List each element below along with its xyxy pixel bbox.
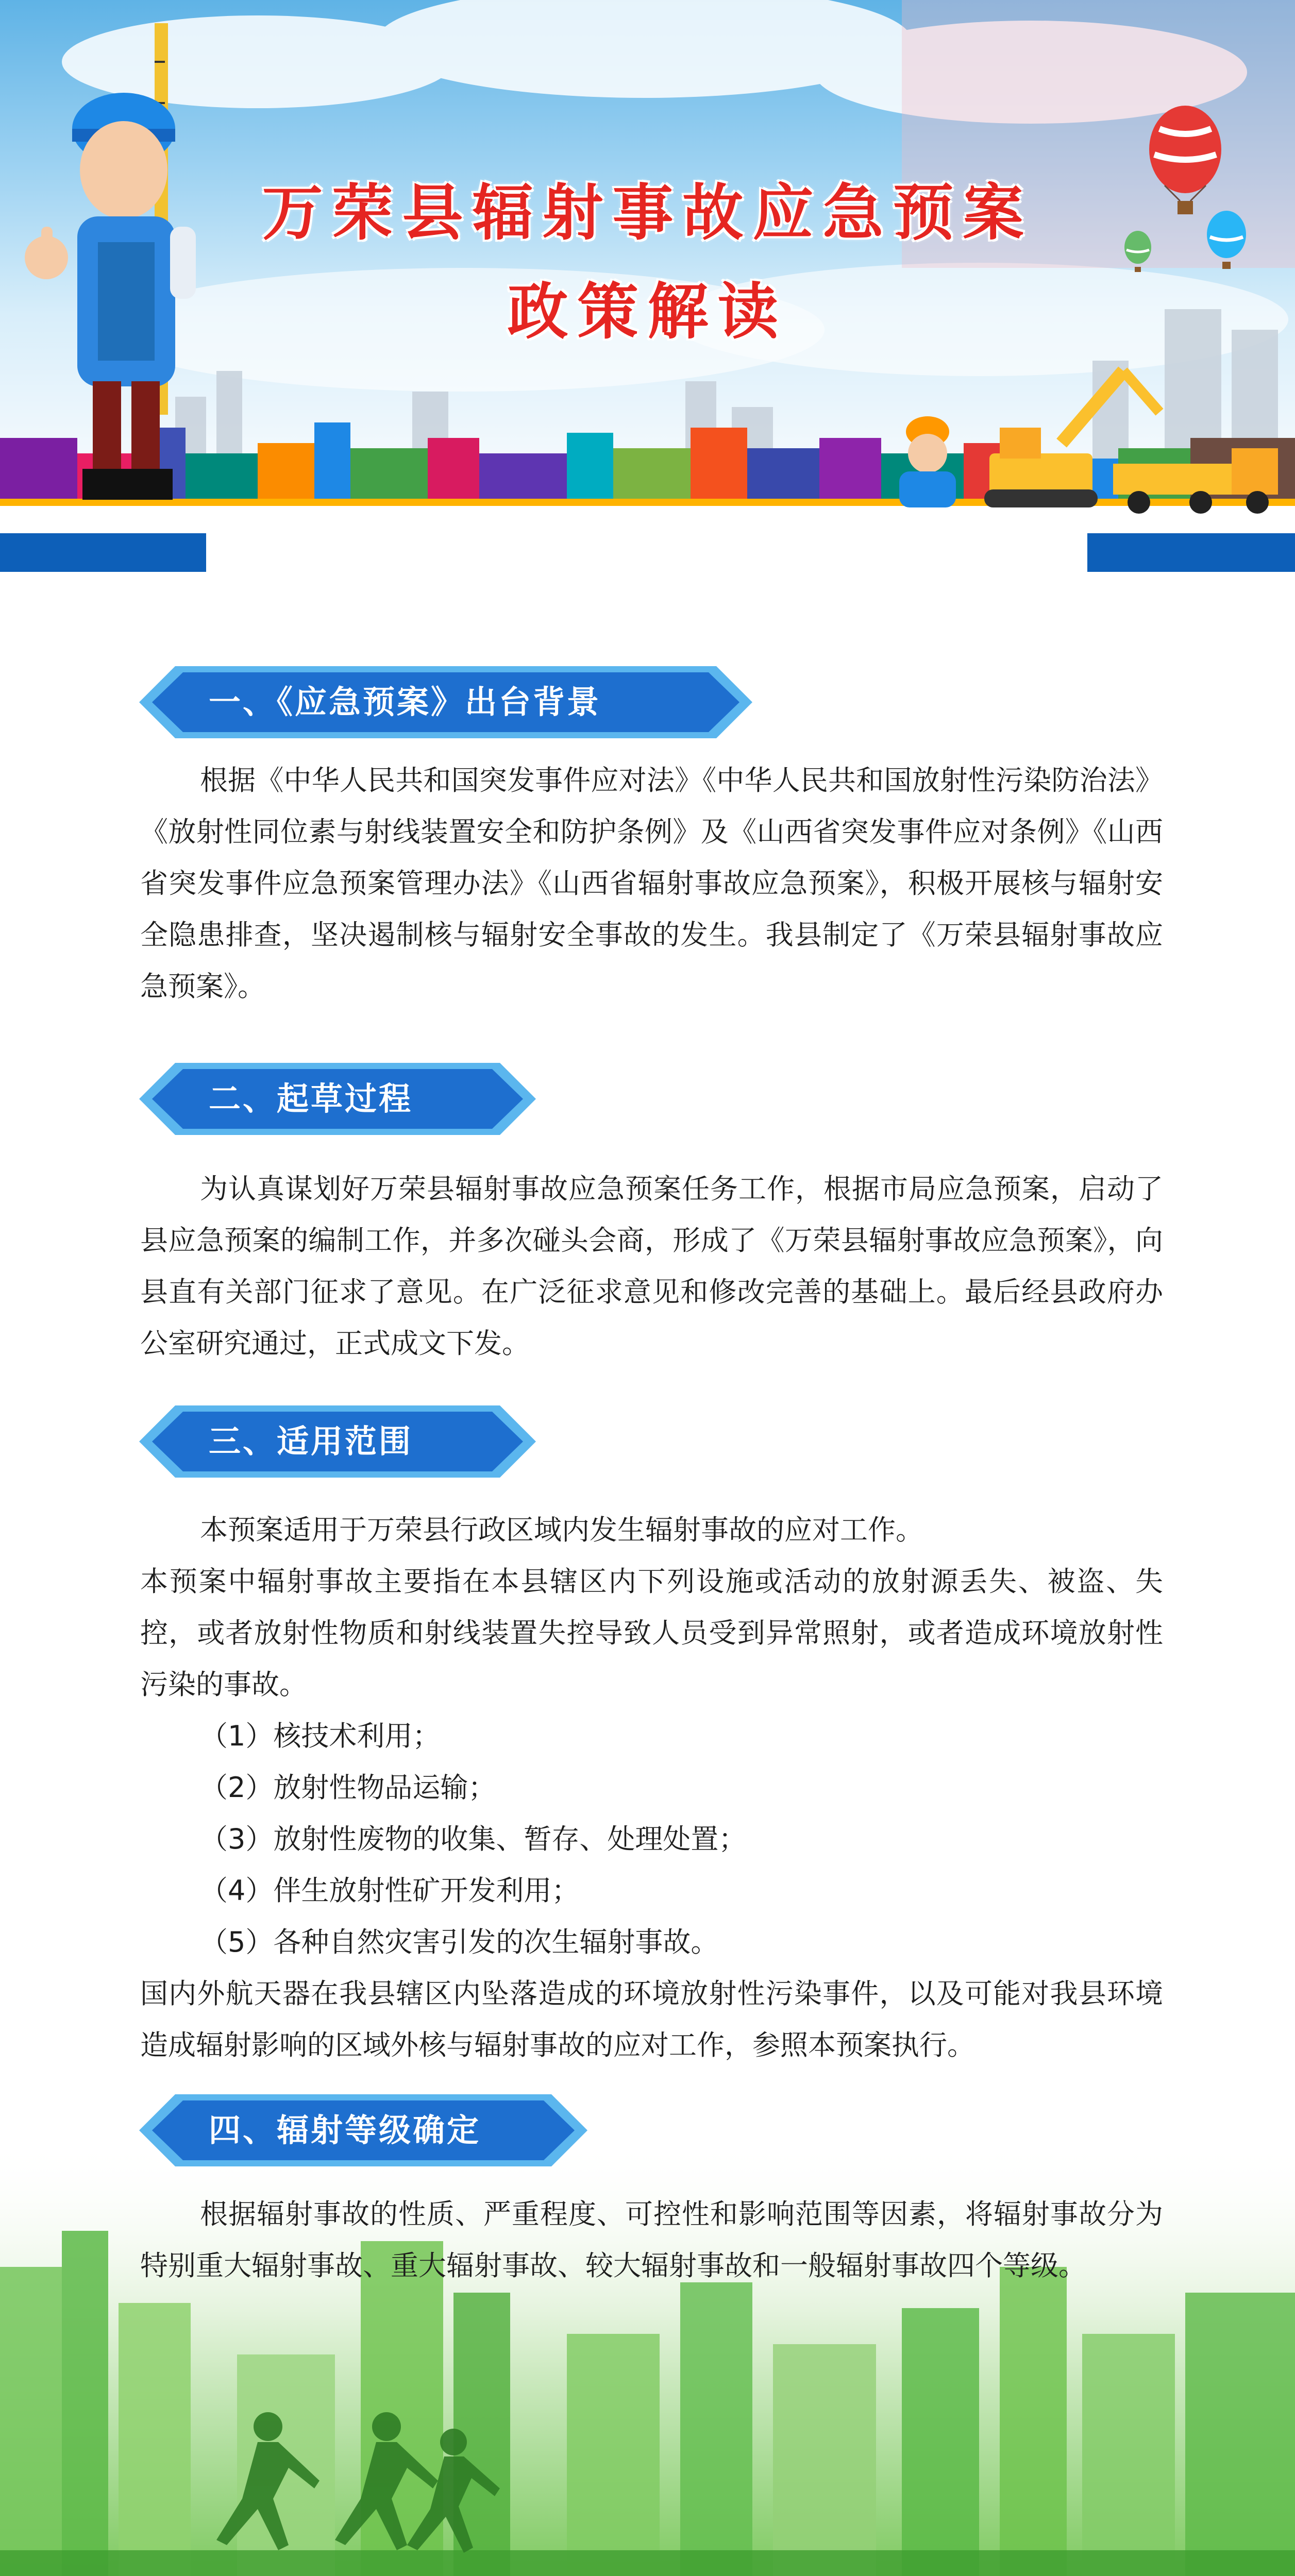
list-item: （3）放射性废物的收集、暂存、处理处置； [200,1823,747,1855]
page-title: 万荣县辐射事故应急预案 [262,177,1033,248]
list-item: （2）放射性物品运输； [200,1771,496,1804]
scope-closing: 国内外航天器在我县辖区内坠落造成的环境放射性污染事件，以及可能对我县环境造成辐射影响的区域外核与辐射事故的应对工作，参照本预案执行。 [140,1977,1163,2061]
section-title: 三、适用范围 [209,1422,413,1460]
page-subtitle: 政策解读 [507,276,788,347]
scope-body: 本预案中辐射事故主要指在本县辖区内下列设施或活动的放射源丢失、被盗、失控，或者放射性物质和射线装置失控导致人员受到异常照射，或者造成环境放射性污染的事故。 [140,1565,1163,1701]
section-paragraph: 根据《中华人民共和国突发事件应对法》《中华人民共和国放射性污染防治法》《放射性同位素与射线装置安全和防护条例》及《山西省突发事件应对条例》《山西省突发事件应急预案管理办法》《山西省辐射事故应急预案》，积极开展核与辐射安全隐患排查，坚决遏制核与辐射安全事故的发生。我县制定了《万荣县辐射事故应急预案》。 [140,764,1163,1003]
list-item: （5）各种自然灾害引发的次生辐射事故。 [200,1926,719,1958]
list-item: （4）伴生放射性矿开发利用； [200,1874,580,1907]
section-title: 一、《应急预案》出台背景 [209,683,601,721]
list-item: （1）核技术利用； [200,1720,441,1752]
section-title: 二、起草过程 [209,1080,413,1117]
section-paragraph: 为认真谋划好万荣县辐射事故应急预案任务工作，根据市局应急预案，启动了县应急预案的编制工作，并多次碰头会商，形成了《万荣县辐射事故应急预案》，向县直有关部门征求了意见。在广泛征求意见和修改完善的基础上。最后经县政府办公室研究通过，正式成文下发。 [140,1173,1163,1360]
scope-intro: 本预案适用于万荣县行政区域内发生辐射事故的应对工作。 [200,1514,923,1546]
section-title: 四、辐射等级确定 [209,2111,481,2149]
header-banner [0,0,1295,572]
section-paragraph: 根据辐射事故的性质、严重程度、可控性和影响范围等因素，将辐射事故分为特别重大辐射事故、重大辐射事故、较大辐射事故和一般辐射事故四个等级。 [140,2198,1163,2282]
